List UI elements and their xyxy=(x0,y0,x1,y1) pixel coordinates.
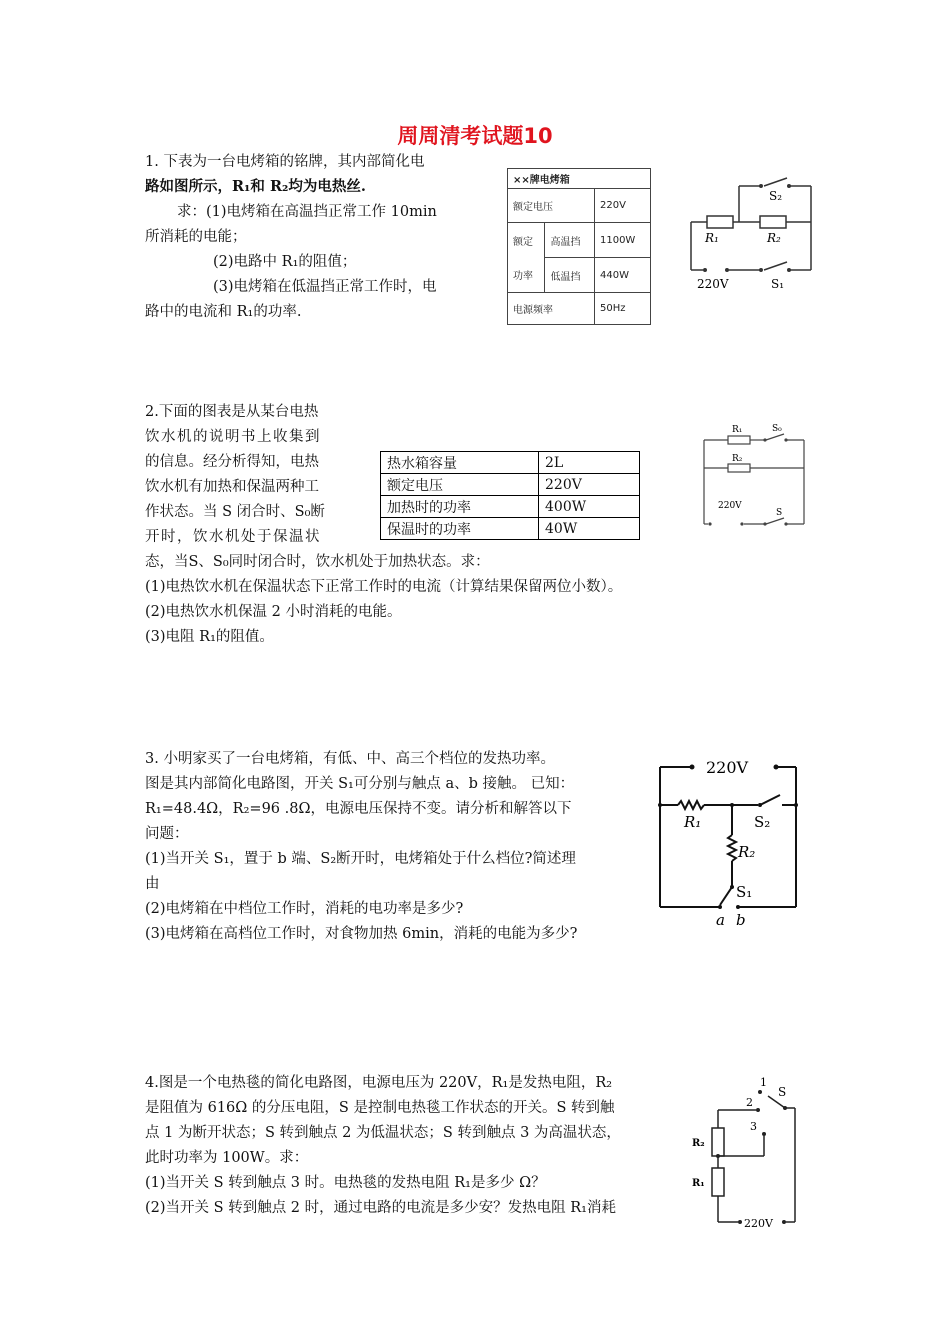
q1-line-4: 所消耗的电能； xyxy=(145,229,247,245)
q2-label-r1: R₁ xyxy=(732,425,743,435)
q2-line-5: 作状态。当 S 闭合时、S₀断 xyxy=(145,504,325,520)
q2-label-s: S xyxy=(776,508,783,518)
table-cell: 热水箱容量 xyxy=(381,452,539,474)
q2-line-3: 的信息。经分析得知，电热 xyxy=(145,454,319,470)
table-row xyxy=(381,474,640,496)
q2-line-4: 饮水机有加热和保温两种工 xyxy=(145,479,319,495)
q1-line-7: 路中的电流和 R₁的功率. xyxy=(145,304,302,320)
frequency-value: 50Hz xyxy=(594,293,650,325)
q1-line-5: (2)电路中 R₁的阻值； xyxy=(213,254,357,270)
q1-label-voltage: 220V xyxy=(697,277,729,291)
q3-label-s1: S₁ xyxy=(736,883,753,901)
q2-circuit-diagram xyxy=(690,420,820,540)
q3-line-5: (1)当开关 S₁，置于 b 端、S₂断开时，电烤箱处于什么档位?简述理 xyxy=(145,851,576,867)
power-label-1: 额定 xyxy=(508,223,545,258)
q4-line-3: 点 1 为断开状态；S 转到触点 2 为低温状态；S 转到触点 3 为高温状态， xyxy=(145,1125,621,1141)
q3-circuit-diagram xyxy=(650,755,830,935)
high-temp-label: 高温挡 xyxy=(545,223,595,258)
q1-line-1: 1. 下表为一台电烤箱的铭牌，其内部简化电 xyxy=(145,154,425,170)
power-label-2: 功率 xyxy=(508,258,545,293)
low-temp-label: 低温挡 xyxy=(545,258,595,293)
nameplate-header: ××牌电烤箱 xyxy=(508,169,651,189)
rated-voltage-label: 额定电压 xyxy=(508,189,595,223)
q3-line-3: R₁=48.4Ω，R₂=96 .8Ω，电源电压保持不变。请分析和解答以下 xyxy=(145,801,572,817)
q3-line-4: 问题： xyxy=(145,826,189,842)
q4-label-s: S xyxy=(778,1085,787,1099)
high-temp-value: 1100W xyxy=(594,223,650,258)
q4-label-r1: R₁ xyxy=(692,1178,705,1189)
q2-line-1: 2.下面的图表是从某台电热 xyxy=(145,404,319,420)
q2-line-10: (3)电阻 R₁的阻值。 xyxy=(145,629,274,645)
table-row xyxy=(381,496,640,518)
q4-label-contact-1: 1 xyxy=(760,1076,767,1089)
q1-label-s1: S₁ xyxy=(771,277,785,291)
q4-line-1: 4.图是一个电热毯的简化电路图，电源电压为 220V，R₁是发热电阻，R₂ xyxy=(145,1075,613,1091)
q4-label-voltage: 220V xyxy=(744,1217,773,1230)
table-cell: 加热时的功率 xyxy=(381,496,539,518)
page-title: 周周清考试题10 xyxy=(397,124,553,148)
q3-line-8: (3)电烤箱在高档位工作时，对食物加热 6min，消耗的电能为多少? xyxy=(145,926,578,942)
q1-label-r1: R₁ xyxy=(705,231,719,245)
low-temp-value: 440W xyxy=(594,258,650,293)
q2-line-2: 饮水机的说明书上收集到 xyxy=(145,429,321,445)
q2-line-9: (2)电热饮水机保温 2 小时消耗的电能。 xyxy=(145,604,402,620)
q3-label-r1: R₁ xyxy=(684,813,702,831)
q4-line-6: (2)当开关 S 转到触点 2 时，通过电路的电流是多少安？发热电阻 R₁消耗 xyxy=(145,1200,616,1216)
q3-label-r2: R₂ xyxy=(738,843,756,861)
q3-line-7: (2)电烤箱在中档位工作时，消耗的电功率是多少? xyxy=(145,901,464,917)
q2-label-r2: R₂ xyxy=(732,454,743,464)
q4-label-contact-2: 2 xyxy=(746,1096,753,1109)
q2-label-voltage: 220V xyxy=(718,501,742,511)
q3-label-a: a xyxy=(716,911,725,929)
q3-label-b: b xyxy=(736,911,746,929)
q4-label-contact-3: 3 xyxy=(750,1120,757,1133)
q1-label-s2: S₂ xyxy=(769,189,783,203)
table-cell: 400W xyxy=(539,496,640,518)
q1-label-r2: R₂ xyxy=(767,231,781,245)
q1-line-2: 路如图所示，R₁和 R₂均为电热丝. xyxy=(145,178,366,195)
table-cell: 2L xyxy=(539,452,640,474)
q4-line-4: 此时功率为 100W。求： xyxy=(145,1150,309,1166)
q2-line-8: (1)电热饮水机在保温状态下正常工作时的电流（计算结果保留两位小数）。 xyxy=(145,579,623,595)
table-cell: 额定电压 xyxy=(381,474,539,496)
q2-line-6: 开时，饮水机处于保温状 xyxy=(145,529,321,545)
table-cell: 40W xyxy=(539,518,640,540)
q2-line-7: 态，当S、S₀同时闭合时，饮水机处于加热状态。求： xyxy=(145,554,490,570)
q3-label-s2: S₂ xyxy=(754,813,771,831)
spec-table xyxy=(380,451,640,540)
table-cell: 保温时的功率 xyxy=(381,518,539,540)
table-row xyxy=(381,518,640,540)
q4-circuit-diagram xyxy=(690,1072,820,1232)
q4-label-r2: R₂ xyxy=(692,1138,705,1149)
q1-line-3: 求：(1)电烤箱在高温挡正常工作 10min xyxy=(177,204,437,220)
q3-line-6: 由 xyxy=(145,876,160,892)
frequency-label: 电源频率 xyxy=(508,293,595,325)
table-cell: 220V xyxy=(539,474,640,496)
q4-line-2: 是阻值为 616Ω 的分压电阻，S 是控制电热毯工作状态的开关。S 转到触 xyxy=(145,1100,615,1116)
q4-line-5: (1)当开关 S 转到触点 3 时。电热毯的发热电阻 R₁是多少 Ω？ xyxy=(145,1175,546,1191)
table-row xyxy=(381,452,640,474)
q3-label-voltage: 220V xyxy=(706,758,749,777)
nameplate-table xyxy=(507,168,651,325)
q1-circuit-diagram xyxy=(663,168,823,318)
q1-line-6: (3)电烤箱在低温挡正常工作时，电 xyxy=(213,279,437,295)
q2-label-s0: S₀ xyxy=(772,424,782,434)
rated-voltage-value: 220V xyxy=(594,189,650,223)
q3-line-2: 图是其内部简化电路图，开关 S₁可分别与触点 a、b 接触。 已知： xyxy=(145,776,575,792)
q3-line-1: 3. 小明家买了一台电烤箱，有低、中、高三个档位的发热功率。 xyxy=(145,751,555,767)
